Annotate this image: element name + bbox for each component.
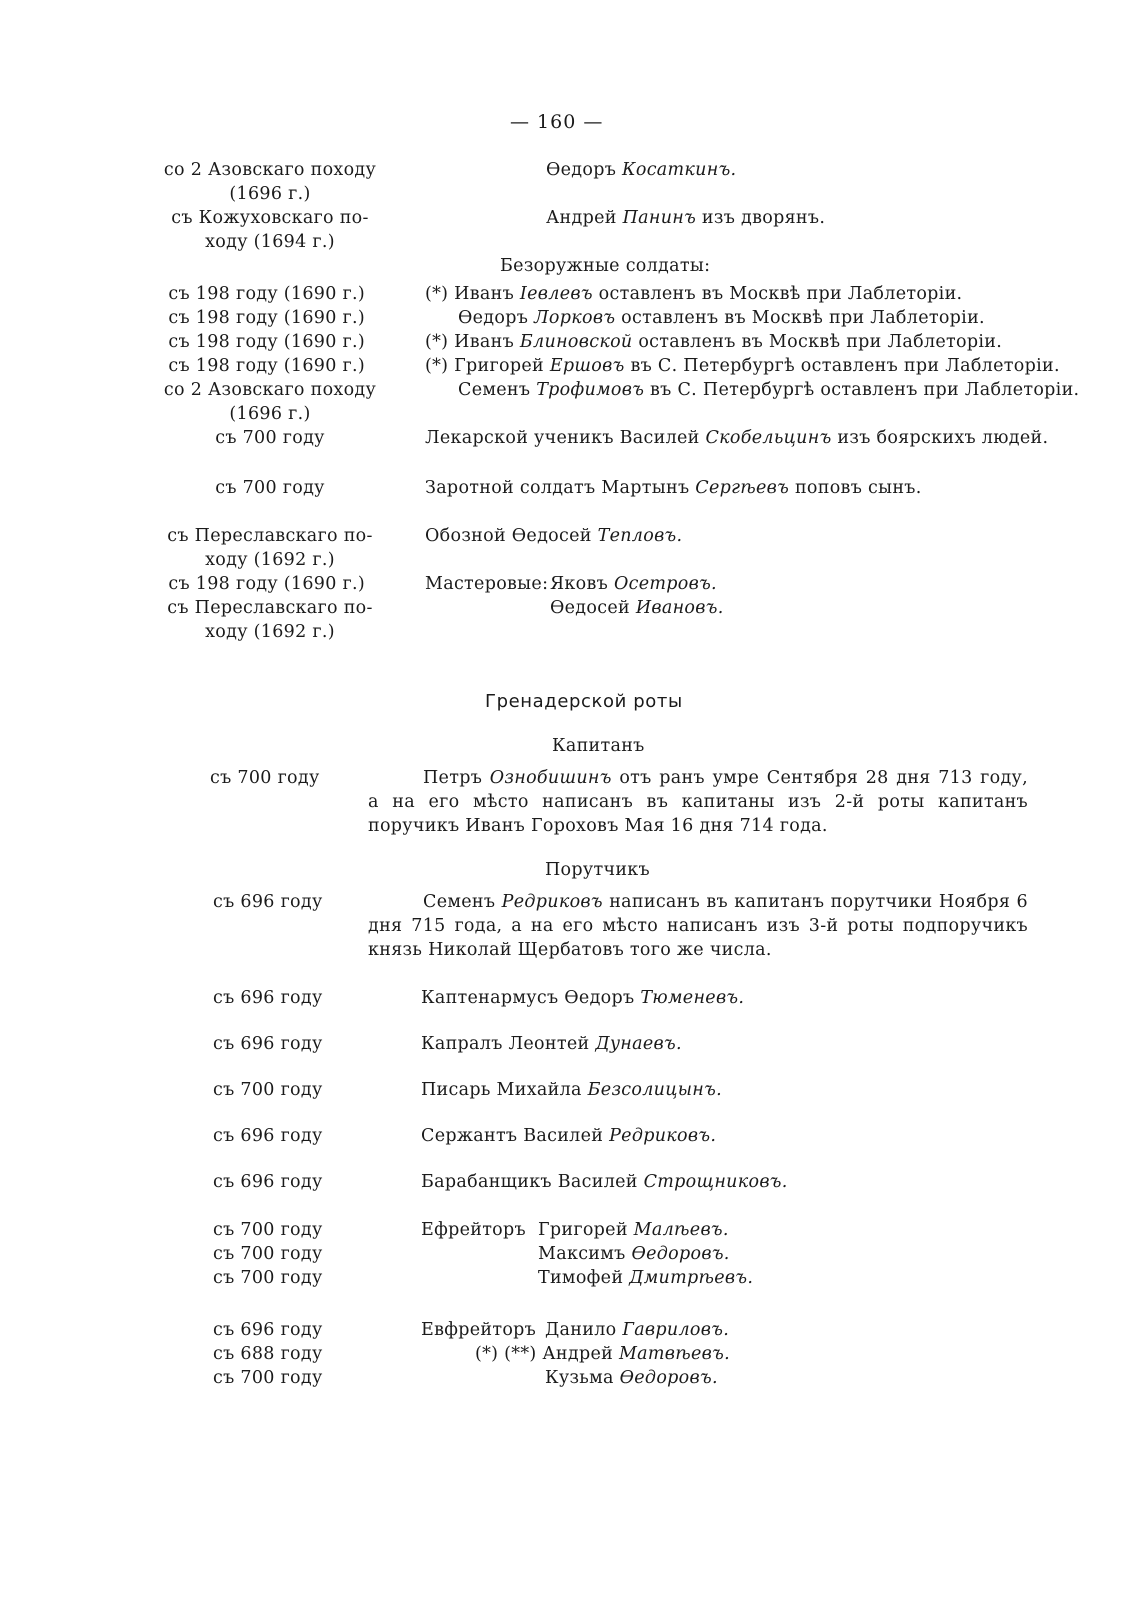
label-efreitor: Ефрейторъ: [421, 1220, 526, 1240]
date-kozhukhov-2: ходу (1694 г.): [205, 232, 335, 252]
date-efr-2: съ 700 году: [213, 1244, 323, 1264]
date-kapral: съ 696 году: [213, 1034, 323, 1054]
date-efr-3: съ 700 году: [213, 1268, 323, 1288]
entry-trofimov: Семенъ Трофимовъ въ С. Петербургѣ оставленъ при Лаблеторіи.: [458, 380, 1080, 400]
entry-kosatkin: Өедоръ Косаткинъ.: [546, 160, 737, 180]
date-pereslav-3: съ Переславскаго по-: [167, 598, 373, 618]
date-azov-year: (1696 г.): [229, 184, 311, 204]
section-title-grenadier: Гренадерской роты: [485, 691, 683, 712]
entry-bezsolitsyn: Писарь Михайла Безсолицынъ.: [421, 1080, 722, 1100]
entry-fedorov-maksim: Максимъ Өедоровъ.: [538, 1244, 730, 1264]
entry-maleev: Григорей Малѣевъ.: [538, 1220, 729, 1240]
date-700-lekar: съ 700 году: [215, 428, 325, 448]
date-198-4: съ 198 году (1690 г.): [168, 356, 365, 376]
date-evfr-1: съ 696 году: [213, 1320, 323, 1340]
date-198-2: съ 198 году (1690 г.): [168, 308, 365, 328]
entry-matveev: (*) (**) Андрей Матвѣевъ.: [474, 1344, 730, 1364]
entry-tyumenev: Каптенармусъ Өедоръ Тюменевъ.: [421, 988, 745, 1008]
entry-ievlev: (*) Иванъ Іевлевъ оставленъ въ Москвѣ при Лаблеторіи.: [425, 284, 963, 304]
date-kozhukhov-1: съ Кожуховскаго по-: [171, 208, 369, 228]
entry-osetrov: Яковъ Осетровъ.: [550, 574, 717, 594]
date-198-3: съ 198 году (1690 г.): [168, 332, 365, 352]
entry-blinovskoy: (*) Иванъ Блиновской оставленъ въ Москвѣ при Лаблеторіи.: [425, 332, 1003, 352]
entry-stroshchnikov: Барабанщикъ Василей Строщниковъ.: [421, 1172, 788, 1192]
date-efr-1: съ 700 году: [213, 1220, 323, 1240]
date-captain: съ 700 году: [210, 768, 320, 788]
date-azov2-2: (1696 г.): [229, 404, 311, 424]
date-serzhant: съ 696 году: [213, 1126, 323, 1146]
heading-captain: Капитанъ: [552, 736, 645, 756]
entry-sergeev: Заротной солдатъ Мартынъ Сергѣевъ поповъ сынъ.: [425, 478, 922, 498]
date-198-masters: съ 198 году (1690 г.): [168, 574, 365, 594]
entry-ershov: (*) Григорей Ершовъ въ С. Петербургѣ оставленъ при Лаблеторіи.: [425, 356, 1060, 376]
entry-skobeltsin: Лекарской ученикъ Василей Скобельцинъ изъ боярскихъ людей.: [425, 428, 1049, 448]
date-kaptenarmus: съ 696 году: [213, 988, 323, 1008]
date-pisar: съ 700 году: [213, 1080, 323, 1100]
date-evfr-2: съ 688 году: [213, 1344, 323, 1364]
label-evfreitor: Евфрейторъ: [421, 1320, 537, 1340]
entry-lieutenant: Семенъ Редриковъ написанъ въ капитанъ порутчики Ноября 6 дня 715 года, а на его мѣсто написанъ изъ 3-й роты подпоручикъ князь Николай Щербатовъ того же числа.: [368, 892, 1028, 960]
date-198-1: съ 198 году (1690 г.): [168, 284, 365, 304]
page-number: — 160 —: [510, 111, 604, 133]
entry-captain: Петръ Ознобишинъ отъ ранъ умре Сентября 28 дня 713 году, а на его мѣсто написанъ въ капитаны изъ 2-й роты капитанъ поручикъ Иванъ Гороховъ Мая 16 дня 714 года.: [368, 768, 1028, 836]
date-pereslav-1: съ Переславскаго по-: [167, 526, 373, 546]
date-700-zarot: съ 700 году: [215, 478, 325, 498]
date-pereslav-2: ходу (1692 г.): [205, 550, 335, 570]
date-evfr-3: съ 700 году: [213, 1368, 323, 1388]
entry-lorkov: Өедоръ Лорковъ оставленъ въ Москвѣ при Лаблеторіи.: [458, 308, 985, 328]
entry-redrikov: Сержантъ Василей Редриковъ.: [421, 1126, 717, 1146]
section-unarmed-soldiers: Безоружные солдаты:: [500, 256, 711, 276]
date-lieutenant: съ 696 году: [213, 892, 323, 912]
entry-fedorov-kuzma: Кузьма Өедоровъ.: [545, 1368, 718, 1388]
date-azov-campaign: со 2 Азовскаго походу: [163, 160, 377, 180]
entry-dmitreev: Тимофей Дмитрѣевъ.: [538, 1268, 754, 1288]
entry-panin: Андрей Панинъ изъ дворянъ.: [546, 208, 826, 228]
entry-gavrilov: Данило Гавриловъ.: [545, 1320, 730, 1340]
date-pereslav-4: ходу (1692 г.): [205, 622, 335, 642]
entry-teplov: Обозной Өедосей Тепловъ.: [425, 526, 683, 546]
date-azov2-1: со 2 Азовскаго походу: [163, 380, 377, 400]
entry-ivanov: Өедосей Ивановъ.: [550, 598, 724, 618]
heading-lieutenant: Порутчикъ: [545, 860, 650, 880]
label-masters: Мастеровые:: [425, 574, 549, 594]
entry-dunaev: Капралъ Леонтей Дунаевъ.: [421, 1034, 682, 1054]
date-barabanshchik: съ 696 году: [213, 1172, 323, 1192]
